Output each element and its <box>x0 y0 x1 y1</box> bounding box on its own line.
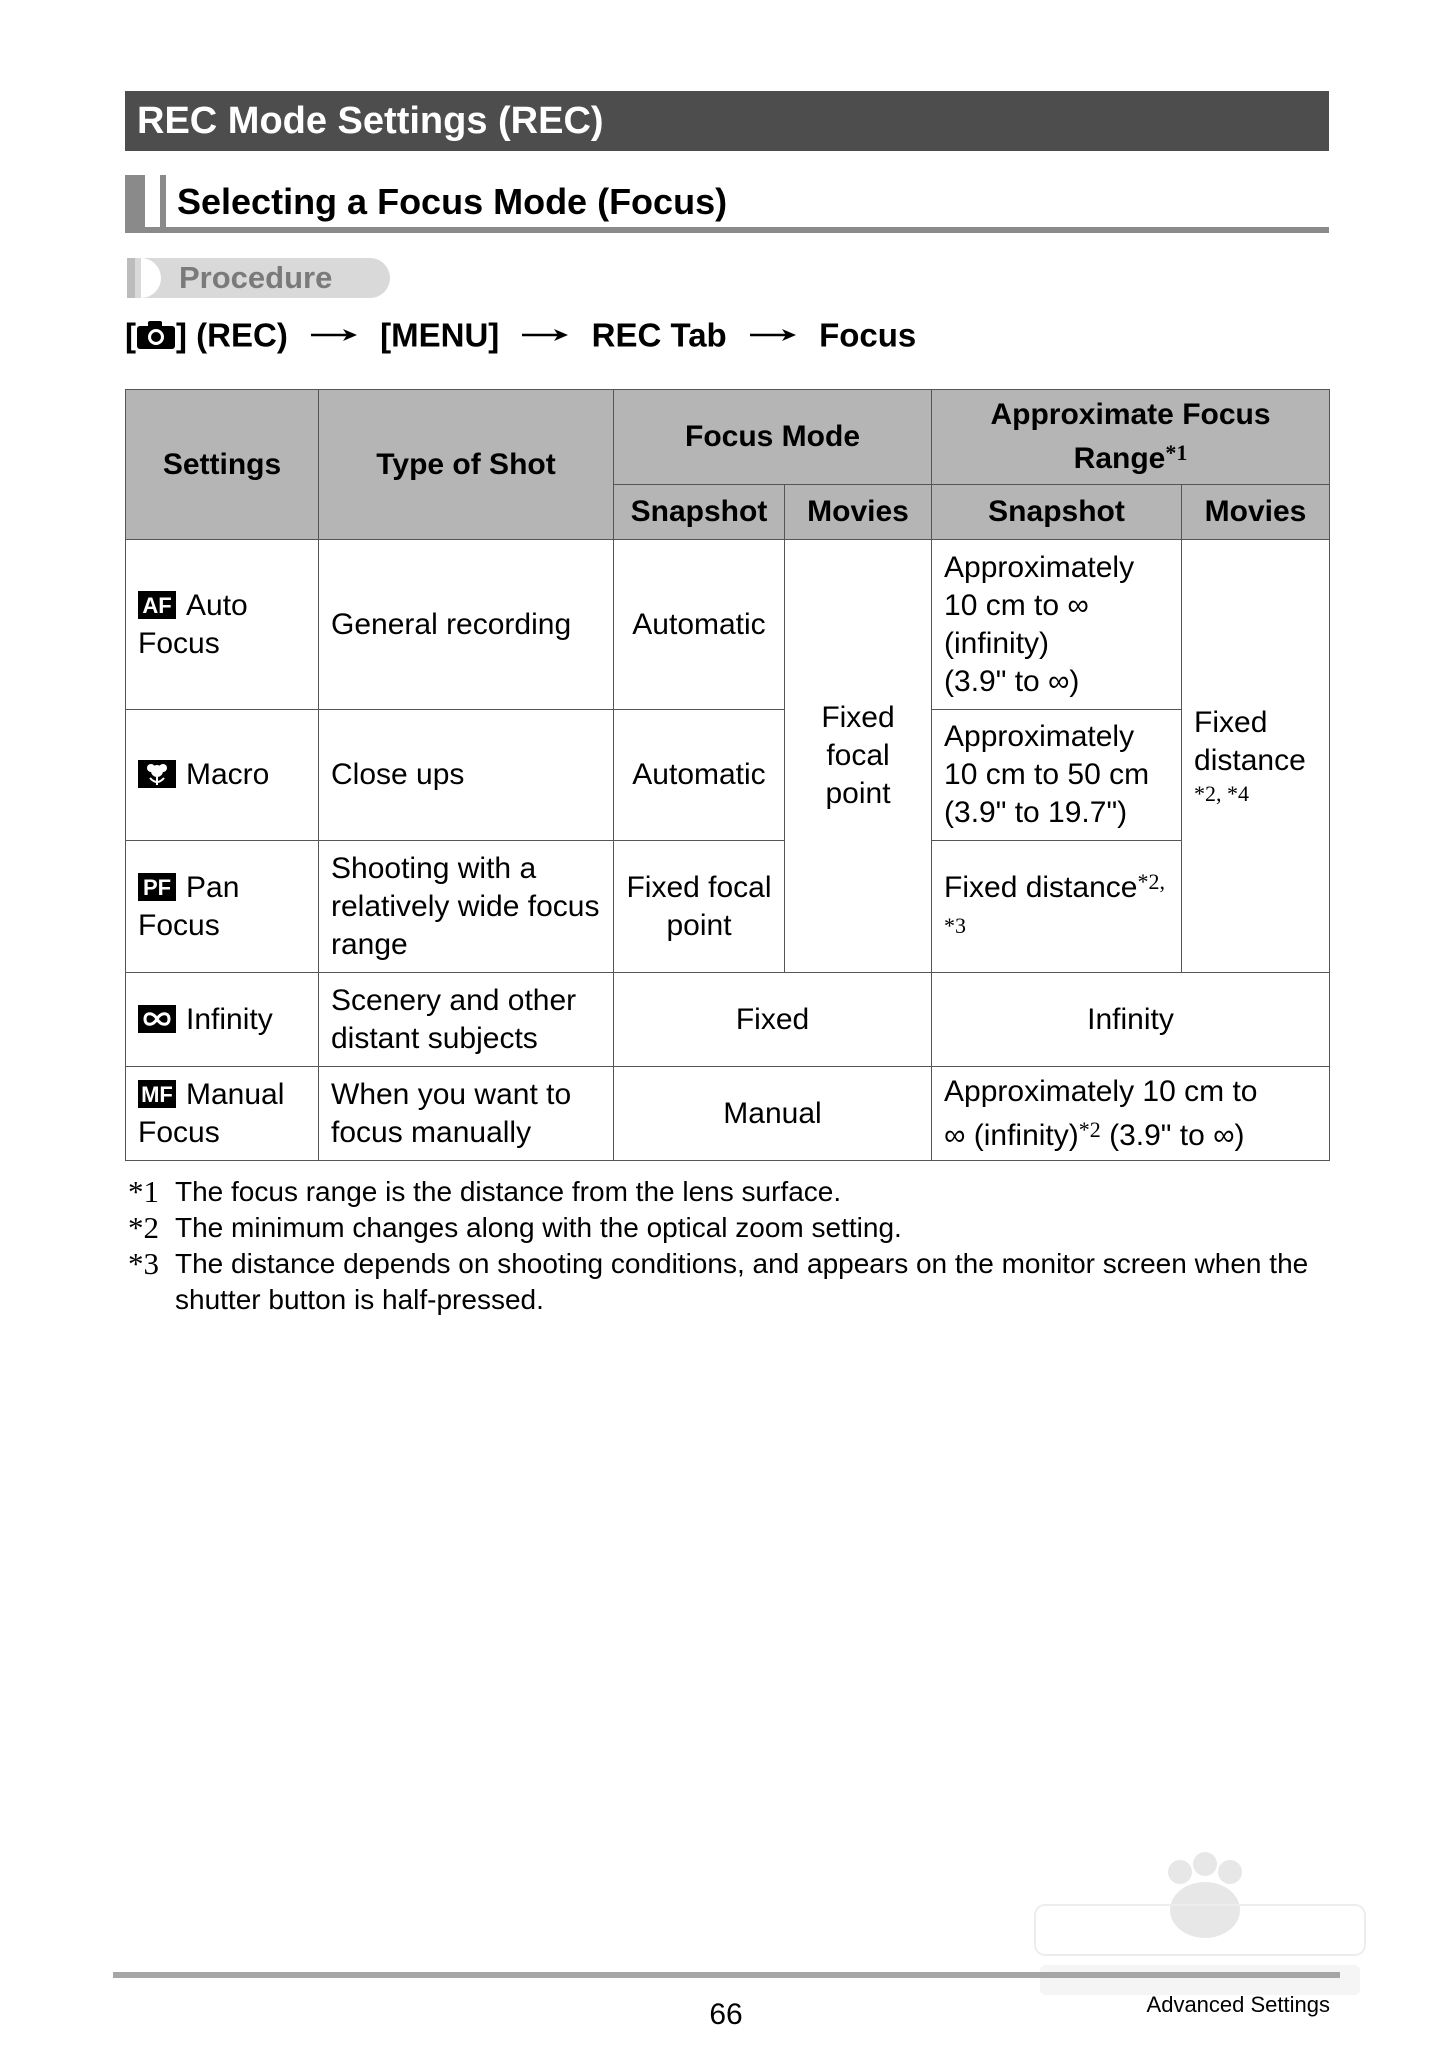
range-cell: Infinity <box>932 973 1330 1067</box>
setting-cell <box>126 841 319 973</box>
camera-icon <box>136 320 176 350</box>
procedure-tag-notch <box>141 258 161 298</box>
footnote <box>128 1246 1328 1318</box>
range-movies-merged <box>1182 540 1330 973</box>
procedure-tag <box>127 258 390 298</box>
range-line: (3.9" to 19.7") <box>944 796 1128 829</box>
header-approx-range-text: Approximate Focus Range <box>990 398 1271 475</box>
footnote <box>128 1174 1328 1210</box>
range-line-part: ∞ (infinity) <box>944 1118 1079 1152</box>
mf-icon-label: MF <box>141 1081 173 1107</box>
range-line: 10 cm to 50 cm <box>944 758 1150 791</box>
mode-cell: Manual <box>614 1067 932 1161</box>
header-type-of-shot: Type of Shot <box>319 390 614 540</box>
setting-cell <box>126 710 319 841</box>
range-line: Approximately 10 cm to <box>944 1074 1258 1108</box>
mode-cell: Fixed <box>614 973 932 1067</box>
pf-icon-label: PF <box>142 874 172 900</box>
header-movies: Movies <box>1182 485 1330 540</box>
header-approx-range <box>932 390 1330 485</box>
focus-mode-table <box>125 389 1330 1161</box>
mode-snapshot-cell: Automatic <box>614 710 785 841</box>
menu-path <box>125 310 916 356</box>
header-settings: Settings <box>126 390 319 540</box>
mf-icon <box>138 1080 176 1108</box>
footnote-ref: *2 <box>1078 1116 1101 1142</box>
range-movies-text: Fixed distance <box>1194 706 1306 777</box>
mode-movies-text: Fixed focal point <box>821 701 895 810</box>
footnote-text: The minimum changes along with the optical zoom setting. <box>175 1212 902 1243</box>
footnote-mark: *3 <box>128 1246 159 1281</box>
right-arrow-icon <box>522 328 568 342</box>
header-focus-mode: Focus Mode <box>614 390 932 485</box>
infinity-icon <box>138 1005 176 1033</box>
footnote-text: The distance depends on shooting conditions, and appears on the monitor screen when the shutter button is half-pressed. <box>175 1248 1309 1315</box>
range-line: Approximately <box>944 720 1135 753</box>
setting-label: Auto Focus <box>138 588 248 660</box>
af-icon <box>138 591 176 619</box>
range-cell <box>932 1067 1330 1161</box>
header-snapshot: Snapshot <box>932 485 1182 540</box>
range-snapshot-cell <box>932 540 1182 710</box>
setting-label: Infinity <box>186 1002 273 1036</box>
footnote-mark: *1 <box>128 1174 159 1209</box>
footer-section-name: Advanced Settings <box>1146 1992 1330 2017</box>
footnote-text: The focus range is the distance from the lens surface. <box>175 1176 842 1207</box>
setting-cell <box>126 540 319 710</box>
right-arrow-icon <box>311 328 357 342</box>
watermark-paw-logo <box>1030 1850 1370 2010</box>
mode-snapshot-cell: Fixed focal point <box>614 841 785 973</box>
type-cell: Shooting with a relatively wide focus range <box>319 841 614 973</box>
pf-icon <box>138 873 176 901</box>
header-movies: Movies <box>785 485 932 540</box>
heading-bar-decoration <box>160 175 166 227</box>
subsection-heading <box>125 175 1329 233</box>
path-rec-tab: REC Tab <box>591 316 727 354</box>
footer-rule <box>113 1972 1340 1978</box>
range-line <box>944 1111 1319 1155</box>
right-arrow-icon <box>750 328 796 342</box>
setting-label: Macro <box>186 758 270 791</box>
footnotes <box>128 1174 1328 1318</box>
footnote-ref: *2, *4 <box>1194 781 1250 806</box>
af-icon-label: AF <box>142 592 172 618</box>
setting-cell <box>126 973 319 1067</box>
type-cell: When you want to focus manually <box>319 1067 614 1161</box>
path-focus: Focus <box>819 316 917 354</box>
range-line: 10 cm to ∞ <box>944 588 1089 622</box>
range-snapshot-cell <box>932 841 1182 973</box>
procedure-tag-stub <box>127 258 135 298</box>
heading-underline <box>125 227 1329 233</box>
path-menu: [MENU] <box>380 316 500 354</box>
range-snapshot-cell <box>932 710 1182 841</box>
section-title: REC Mode Settings (REC) <box>125 91 1329 151</box>
table-row <box>126 841 1330 973</box>
setting-label: Manual Focus <box>138 1077 285 1149</box>
setting-label: Pan Focus <box>138 870 240 942</box>
footnote <box>128 1210 1328 1246</box>
table-row <box>126 540 1330 710</box>
range-line: (3.9" to ∞) <box>944 664 1080 698</box>
heading-bar-decoration <box>125 175 145 233</box>
table-row <box>126 1067 1330 1161</box>
type-cell: Scenery and other distant subjects <box>319 973 614 1067</box>
type-cell: General recording <box>319 540 614 710</box>
range-line-part: (3.9" to ∞) <box>1100 1118 1245 1152</box>
path-open-bracket: [ <box>125 316 136 354</box>
subsection-title: Selecting a Focus Mode (Focus) <box>177 181 728 222</box>
page-number: 66 <box>709 1998 743 2031</box>
mode-movies-merged <box>785 540 932 973</box>
mode-snapshot-cell: Automatic <box>614 540 785 710</box>
footnote-ref: *2, *3 <box>944 868 1165 938</box>
procedure-label: Procedure <box>179 260 333 295</box>
range-text: Fixed distance <box>944 870 1138 904</box>
table-row <box>126 973 1330 1067</box>
range-line: (infinity) <box>944 626 1050 660</box>
path-rec: ] (REC) <box>176 316 288 354</box>
table-row <box>126 710 1330 841</box>
footnote-mark: *2 <box>128 1210 159 1245</box>
setting-cell <box>126 1067 319 1161</box>
header-snapshot: Snapshot <box>614 485 785 540</box>
macro-flower-icon <box>138 760 176 788</box>
range-line: Approximately <box>944 550 1135 584</box>
footnote-ref: *1 <box>1165 440 1188 465</box>
type-cell: Close ups <box>319 710 614 841</box>
